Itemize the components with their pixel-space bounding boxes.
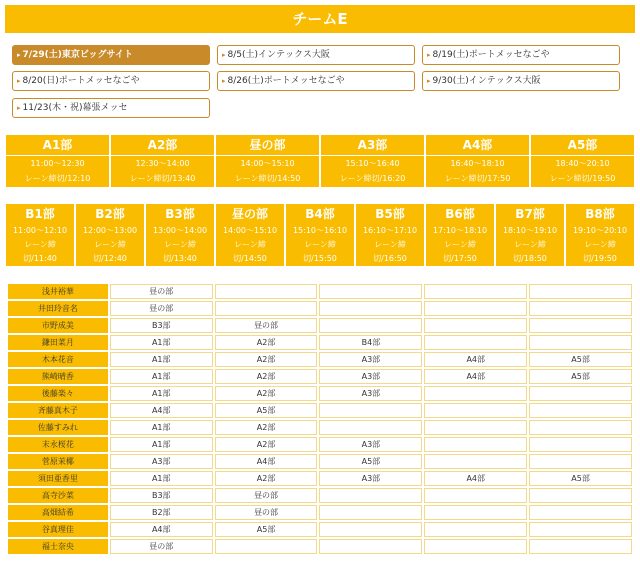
member-name: 市野成美 xyxy=(8,318,108,333)
member-slot-cell xyxy=(529,403,632,418)
member-slot-cell: A3部 xyxy=(319,471,422,486)
member-slot-cell xyxy=(529,301,632,316)
tab-label: 8/19(土)ポートメッセなごや xyxy=(432,50,550,60)
member-slot-cell xyxy=(424,454,527,469)
slot-name: B7部 xyxy=(515,207,545,221)
slot-a-3 xyxy=(321,135,424,187)
table-row xyxy=(8,437,632,452)
slot-cutoff: 切/11:40 xyxy=(6,252,74,266)
slot-time: 17:10～18:10 xyxy=(426,224,494,238)
slot-name: B5部 xyxy=(375,207,405,221)
member-slot-cell xyxy=(424,318,527,333)
member-slot-cell: 昼の部 xyxy=(215,505,318,520)
tab-event-3[interactable] xyxy=(12,71,210,91)
arrow-icon: ▸ xyxy=(427,51,431,59)
tab-event-6[interactable] xyxy=(12,98,210,118)
tab-event-2[interactable] xyxy=(422,45,620,65)
member-slot-cell: A3部 xyxy=(319,352,422,367)
member-slot-cell: A1部 xyxy=(110,437,213,452)
member-slot-cell: A4部 xyxy=(424,471,527,486)
member-slot-cell xyxy=(424,403,527,418)
slot-b-4 xyxy=(286,204,354,266)
member-slot-cell xyxy=(424,284,527,299)
slot-a-4 xyxy=(426,135,529,187)
slot-cutoff: レーン締 xyxy=(566,238,634,252)
slot-cutoff: 切/15:50 xyxy=(286,252,354,266)
tab-label: 8/26(土)ポートメッセなごや xyxy=(227,76,345,86)
member-slot-cell: 昼の部 xyxy=(215,488,318,503)
tab-label: 8/20(日)ポートメッセなごや xyxy=(22,76,140,86)
slot-time: 11:00～12:30 xyxy=(6,156,109,171)
member-slot-cell: A2部 xyxy=(215,437,318,452)
member-slot-cell: A5部 xyxy=(319,454,422,469)
member-slot-cell xyxy=(529,539,632,554)
slot-b-1 xyxy=(76,204,144,266)
member-slot-cell: A5部 xyxy=(215,403,318,418)
table-row xyxy=(8,335,632,350)
member-slot-cell xyxy=(529,386,632,401)
member-slot-cell: 昼の部 xyxy=(110,539,213,554)
arrow-icon: ▸ xyxy=(222,51,226,59)
slot-a-0 xyxy=(6,135,109,187)
slot-cutoff: レーン締切/16:20 xyxy=(321,171,424,186)
member-slot-cell xyxy=(215,284,318,299)
table-row xyxy=(8,454,632,469)
member-slot-cell xyxy=(424,335,527,350)
member-slot-cell xyxy=(424,437,527,452)
table-row xyxy=(8,488,632,503)
slot-cutoff: 切/19:50 xyxy=(566,252,634,266)
table-row xyxy=(8,369,632,384)
slot-cutoff: レーン締 xyxy=(426,238,494,252)
table-row xyxy=(8,505,632,520)
member-slot-cell: A4部 xyxy=(110,522,213,537)
member-slot-cell xyxy=(319,488,422,503)
member-slot-cell xyxy=(319,403,422,418)
slot-cutoff: レーン締切/17:50 xyxy=(426,171,529,186)
member-slot-cell: A3部 xyxy=(319,437,422,452)
member-slot-cell xyxy=(319,539,422,554)
member-slot-cell xyxy=(529,318,632,333)
member-slot-cell: A5部 xyxy=(529,471,632,486)
table-row xyxy=(8,386,632,401)
member-name: 佐藤すみれ xyxy=(8,420,108,435)
member-slot-cell xyxy=(424,505,527,520)
member-name: 高寺沙菜 xyxy=(8,488,108,503)
member-slot-cell: A1部 xyxy=(110,352,213,367)
slot-name: A3部 xyxy=(321,135,424,156)
member-slot-cell xyxy=(529,488,632,503)
slot-time: 14:00～15:10 xyxy=(216,224,284,238)
member-slot-cell xyxy=(215,539,318,554)
slot-time: 12:30～14:00 xyxy=(111,156,214,171)
slot-time: 12:00～13:00 xyxy=(76,224,144,238)
member-slot-cell: B4部 xyxy=(319,335,422,350)
slot-cutoff: レーン締 xyxy=(496,238,564,252)
member-slot-cell: A1部 xyxy=(110,386,213,401)
member-slot-cell: A2部 xyxy=(215,352,318,367)
member-schedule-table xyxy=(6,282,634,556)
tab-event-5[interactable] xyxy=(422,71,620,91)
member-slot-cell xyxy=(215,301,318,316)
member-slot-cell xyxy=(424,522,527,537)
arrow-icon: ▸ xyxy=(17,104,21,112)
member-slot-cell xyxy=(424,386,527,401)
arrow-icon: ▸ xyxy=(427,77,431,85)
a-session-slots xyxy=(6,135,634,187)
member-slot-cell xyxy=(424,488,527,503)
slot-time: 11:00～12:10 xyxy=(6,224,74,238)
slot-time: 13:00～14:00 xyxy=(146,224,214,238)
member-slot-cell: A1部 xyxy=(110,420,213,435)
slot-name: 昼の部 xyxy=(216,135,319,156)
table-row xyxy=(8,420,632,435)
member-slot-cell xyxy=(529,437,632,452)
table-row xyxy=(8,318,632,333)
slot-cutoff: レーン締 xyxy=(216,238,284,252)
member-slot-cell: B3部 xyxy=(110,488,213,503)
member-slot-cell xyxy=(529,454,632,469)
member-slot-cell xyxy=(424,420,527,435)
member-slot-cell xyxy=(319,522,422,537)
member-slot-cell: A1部 xyxy=(110,335,213,350)
member-slot-cell: 昼の部 xyxy=(110,301,213,316)
slot-name: B2部 xyxy=(95,207,125,221)
table-row xyxy=(8,522,632,537)
slot-b-0 xyxy=(6,204,74,266)
slot-cutoff: レーン締 xyxy=(146,238,214,252)
member-name: 須田亜香里 xyxy=(8,471,108,486)
member-slot-cell: A4部 xyxy=(424,369,527,384)
tab-event-4[interactable] xyxy=(217,71,415,91)
member-name: 谷真理佳 xyxy=(8,522,108,537)
member-slot-cell: A2部 xyxy=(215,471,318,486)
member-name: 木本花音 xyxy=(8,352,108,367)
member-slot-cell: A5部 xyxy=(215,522,318,537)
slot-cutoff: 切/17:50 xyxy=(426,252,494,266)
slot-time: 16:40～18:10 xyxy=(426,156,529,171)
table-row xyxy=(8,284,632,299)
slot-cutoff: 切/12:40 xyxy=(76,252,144,266)
tab-label: 11/23(木・祝)幕張メッセ xyxy=(22,103,128,113)
member-slot-cell: 昼の部 xyxy=(110,284,213,299)
slot-cutoff: 切/14:50 xyxy=(216,252,284,266)
member-slot-cell xyxy=(319,284,422,299)
member-name: 鎌田菜月 xyxy=(8,335,108,350)
member-slot-cell: A5部 xyxy=(529,369,632,384)
member-slot-cell: A3部 xyxy=(110,454,213,469)
member-slot-cell xyxy=(529,284,632,299)
slot-time: 19:10～20:10 xyxy=(566,224,634,238)
slot-time: 18:40～20:10 xyxy=(531,156,634,171)
slot-cutoff: レーン締 xyxy=(76,238,144,252)
arrow-icon: ▸ xyxy=(17,77,21,85)
member-name: 熊崎晴香 xyxy=(8,369,108,384)
member-name: 福士奈央 xyxy=(8,539,108,554)
member-name: 高畑結希 xyxy=(8,505,108,520)
member-name: 井田玲音名 xyxy=(8,301,108,316)
slot-b-3 xyxy=(216,204,284,266)
slot-time: 16:10～17:10 xyxy=(356,224,424,238)
slot-time: 14:00～15:10 xyxy=(216,156,319,171)
slot-cutoff: レーン締 xyxy=(286,238,354,252)
member-slot-cell: A2部 xyxy=(215,386,318,401)
member-slot-cell: A2部 xyxy=(215,335,318,350)
slot-cutoff: レーン締切/13:40 xyxy=(111,171,214,186)
b-session-slots xyxy=(6,204,634,266)
member-slot-cell: A3部 xyxy=(319,369,422,384)
page-title: チームE xyxy=(5,5,635,33)
member-name: 斉藤真木子 xyxy=(8,403,108,418)
slot-cutoff: レーン締 xyxy=(6,238,74,252)
tab-label: 7/29(土)東京ビッグサイト xyxy=(22,50,133,60)
slot-b-7 xyxy=(496,204,564,266)
member-name: 末永桜花 xyxy=(8,437,108,452)
member-slot-cell: A2部 xyxy=(215,369,318,384)
member-slot-cell: B3部 xyxy=(110,318,213,333)
member-name: 菅原茉椰 xyxy=(8,454,108,469)
member-slot-cell: A3部 xyxy=(319,386,422,401)
slot-cutoff: レーン締切/14:50 xyxy=(216,171,319,186)
member-slot-cell: A1部 xyxy=(110,471,213,486)
member-slot-cell: A5部 xyxy=(529,352,632,367)
member-slot-cell xyxy=(529,522,632,537)
slot-name: B4部 xyxy=(305,207,335,221)
member-slot-cell xyxy=(529,420,632,435)
slot-name: A5部 xyxy=(531,135,634,156)
table-row xyxy=(8,352,632,367)
slot-b-8 xyxy=(566,204,634,266)
member-slot-cell xyxy=(529,505,632,520)
member-slot-cell: A1部 xyxy=(110,369,213,384)
tab-label: 9/30(土)インテックス大阪 xyxy=(432,76,541,86)
slot-name: B6部 xyxy=(445,207,475,221)
slot-cutoff: 切/18:50 xyxy=(496,252,564,266)
member-slot-cell: A2部 xyxy=(215,420,318,435)
table-row xyxy=(8,539,632,554)
slot-a-1 xyxy=(111,135,214,187)
slot-time: 18:10～19:10 xyxy=(496,224,564,238)
slot-name: A1部 xyxy=(6,135,109,156)
tab-label: 8/5(土)インテックス大阪 xyxy=(227,50,330,60)
slot-name: B8部 xyxy=(585,207,615,221)
slot-cutoff: 切/13:40 xyxy=(146,252,214,266)
slot-name: B3部 xyxy=(165,207,195,221)
member-slot-cell: 昼の部 xyxy=(215,318,318,333)
slot-b-6 xyxy=(426,204,494,266)
member-slot-cell: A4部 xyxy=(424,352,527,367)
member-slot-cell xyxy=(424,301,527,316)
member-name: 浅井裕華 xyxy=(8,284,108,299)
tab-event-0[interactable] xyxy=(12,45,210,65)
slot-cutoff: レーン締 xyxy=(356,238,424,252)
slot-name: A4部 xyxy=(426,135,529,156)
slot-b-2 xyxy=(146,204,214,266)
slot-a-2 xyxy=(216,135,319,187)
slot-b-5 xyxy=(356,204,424,266)
slot-cutoff: 切/16:50 xyxy=(356,252,424,266)
table-row xyxy=(8,471,632,486)
slot-name: B1部 xyxy=(25,207,55,221)
member-slot-cell xyxy=(319,301,422,316)
slot-name: 昼の部 xyxy=(231,207,268,221)
member-slot-cell xyxy=(319,318,422,333)
slot-cutoff: レーン締切/19:50 xyxy=(531,171,634,186)
slot-name: A2部 xyxy=(111,135,214,156)
member-slot-cell: B2部 xyxy=(110,505,213,520)
slot-a-5 xyxy=(531,135,634,187)
slot-cutoff: レーン締切/12:10 xyxy=(6,171,109,186)
member-slot-cell xyxy=(319,420,422,435)
member-slot-cell: A4部 xyxy=(110,403,213,418)
member-name: 後藤楽々 xyxy=(8,386,108,401)
slot-time: 15:10～16:40 xyxy=(321,156,424,171)
member-slot-cell: A4部 xyxy=(215,454,318,469)
tab-event-1[interactable] xyxy=(217,45,415,65)
table-row xyxy=(8,301,632,316)
member-slot-cell xyxy=(424,539,527,554)
arrow-icon: ▸ xyxy=(17,51,21,59)
slot-time: 15:10～16:10 xyxy=(286,224,354,238)
arrow-icon: ▸ xyxy=(222,77,226,85)
member-slot-cell xyxy=(319,505,422,520)
member-slot-cell xyxy=(529,335,632,350)
table-row xyxy=(8,403,632,418)
